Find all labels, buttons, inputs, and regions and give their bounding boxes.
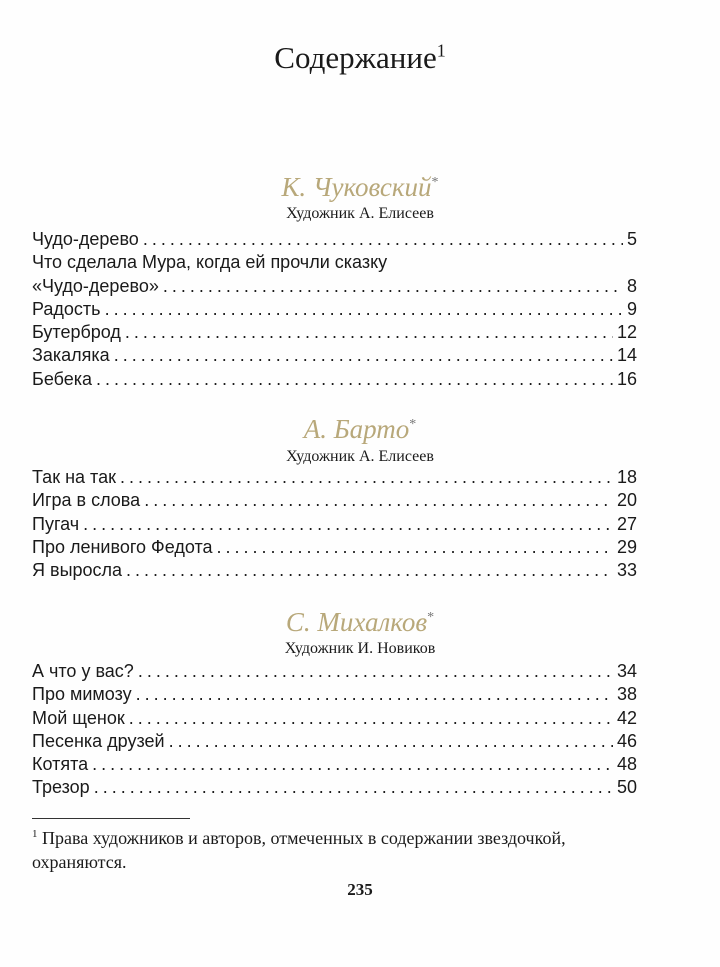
entry-page: 16 — [616, 368, 637, 389]
footnote — [32, 822, 632, 874]
toc-entry[interactable] — [32, 537, 637, 560]
entry-page: 20 — [616, 490, 637, 511]
artist-credit: Художник И. Новиков — [284, 640, 436, 657]
toc-entry[interactable] — [32, 514, 637, 537]
entry-page: 29 — [616, 536, 637, 557]
toc-entry[interactable] — [32, 560, 637, 583]
toc-list — [32, 661, 637, 801]
dot-leader — [94, 777, 613, 798]
dot-leader — [144, 490, 613, 511]
entry-page: 34 — [616, 661, 637, 681]
author-heading — [0, 172, 720, 203]
entry-title: Так на так — [32, 467, 116, 487]
asterisk-mark: * — [431, 175, 439, 190]
artist-credit: Художник А. Елисеев — [286, 205, 434, 222]
entry-title: «Чудо-дерево» — [32, 275, 159, 296]
entry-page: 12 — [616, 322, 637, 343]
entry-title: Игра в слова — [32, 490, 141, 511]
entry-page: 5 — [626, 229, 637, 249]
entry-title: Я выросла — [32, 560, 123, 581]
toc-entry[interactable] — [32, 467, 637, 490]
author-heading — [0, 607, 720, 638]
author-name: А. Барто — [303, 414, 410, 444]
footnote-mark: 1 — [32, 828, 38, 840]
entry-title: Бутерброд — [32, 322, 121, 343]
entry-title: Мой щенок — [32, 707, 125, 728]
title-footnote-mark: 1 — [436, 40, 446, 61]
toc-entry[interactable] — [32, 731, 637, 754]
dot-leader — [126, 560, 613, 581]
entry-title: А что у вас? — [32, 661, 134, 681]
dot-leader — [169, 731, 613, 752]
entry-title: Про ленивого Федота — [32, 536, 213, 557]
footnote-rule — [32, 818, 190, 819]
entry-page: 9 — [626, 298, 637, 319]
toc-entry[interactable] — [32, 299, 637, 322]
dot-leader — [217, 537, 613, 558]
title-text: Содержание — [274, 40, 437, 75]
entry-title: Чудо-дерево — [32, 229, 139, 249]
entry-page: 48 — [616, 754, 637, 775]
entry-page: 14 — [616, 345, 637, 366]
dot-leader — [129, 708, 613, 729]
entry-page: 27 — [616, 513, 637, 534]
toc-entry[interactable] — [32, 708, 637, 731]
page-number: 235 — [347, 880, 373, 899]
entry-title: Котята — [32, 754, 89, 775]
toc-entry[interactable] — [32, 229, 637, 252]
entry-page: 50 — [616, 777, 637, 798]
dot-leader — [114, 345, 613, 366]
toc-entry[interactable] — [32, 276, 637, 299]
entry-title: Про мимозу — [32, 684, 132, 705]
toc-list — [32, 467, 637, 583]
dot-leader — [92, 754, 613, 775]
author-name: С. Михалков — [285, 607, 428, 637]
dot-leader — [96, 369, 613, 390]
entry-page: 33 — [616, 560, 637, 581]
dot-leader — [83, 514, 613, 535]
toc-list — [32, 229, 637, 392]
dot-leader — [120, 467, 613, 488]
toc-entry[interactable] — [32, 322, 637, 345]
asterisk-mark: * — [409, 417, 417, 432]
author-heading — [0, 414, 720, 445]
entry-page: 46 — [616, 730, 637, 751]
author-name: К. Чуковский — [281, 172, 432, 202]
toc-entry[interactable] — [32, 490, 637, 513]
artist-credit: Художник А. Елисеев — [286, 448, 434, 465]
toc-entry[interactable] — [32, 252, 637, 275]
entry-page: 42 — [616, 707, 637, 728]
toc-entry[interactable] — [32, 754, 637, 777]
entry-title: Пугач — [32, 513, 80, 534]
entry-title: Трезор — [32, 777, 90, 798]
toc-entry[interactable] — [32, 661, 637, 684]
dot-leader — [105, 299, 623, 320]
toc-entry[interactable] — [32, 369, 637, 392]
dot-leader — [136, 684, 613, 705]
dot-leader — [138, 661, 613, 682]
toc-entry[interactable] — [32, 345, 637, 368]
dot-leader — [163, 276, 623, 297]
entry-title: Закаляка — [32, 345, 110, 366]
toc-entry[interactable] — [32, 684, 637, 707]
entry-page: 38 — [616, 684, 637, 705]
entry-page: 18 — [616, 467, 637, 487]
entry-page: 8 — [626, 275, 637, 296]
entry-title: Радость — [32, 298, 101, 319]
dot-leader — [125, 322, 613, 343]
entry-title: Что сделала Мура, когда ей прочли сказку — [32, 252, 388, 273]
toc-entry[interactable] — [32, 777, 637, 800]
entry-title: Песенка друзей — [32, 730, 165, 751]
page-title — [0, 40, 720, 76]
asterisk-mark: * — [427, 610, 435, 625]
dot-leader — [143, 229, 623, 250]
footnote-text: Права художников и авторов, отмеченных в содержании звездочкой, охраняются. — [32, 828, 566, 872]
entry-title: Бебека — [32, 368, 93, 389]
